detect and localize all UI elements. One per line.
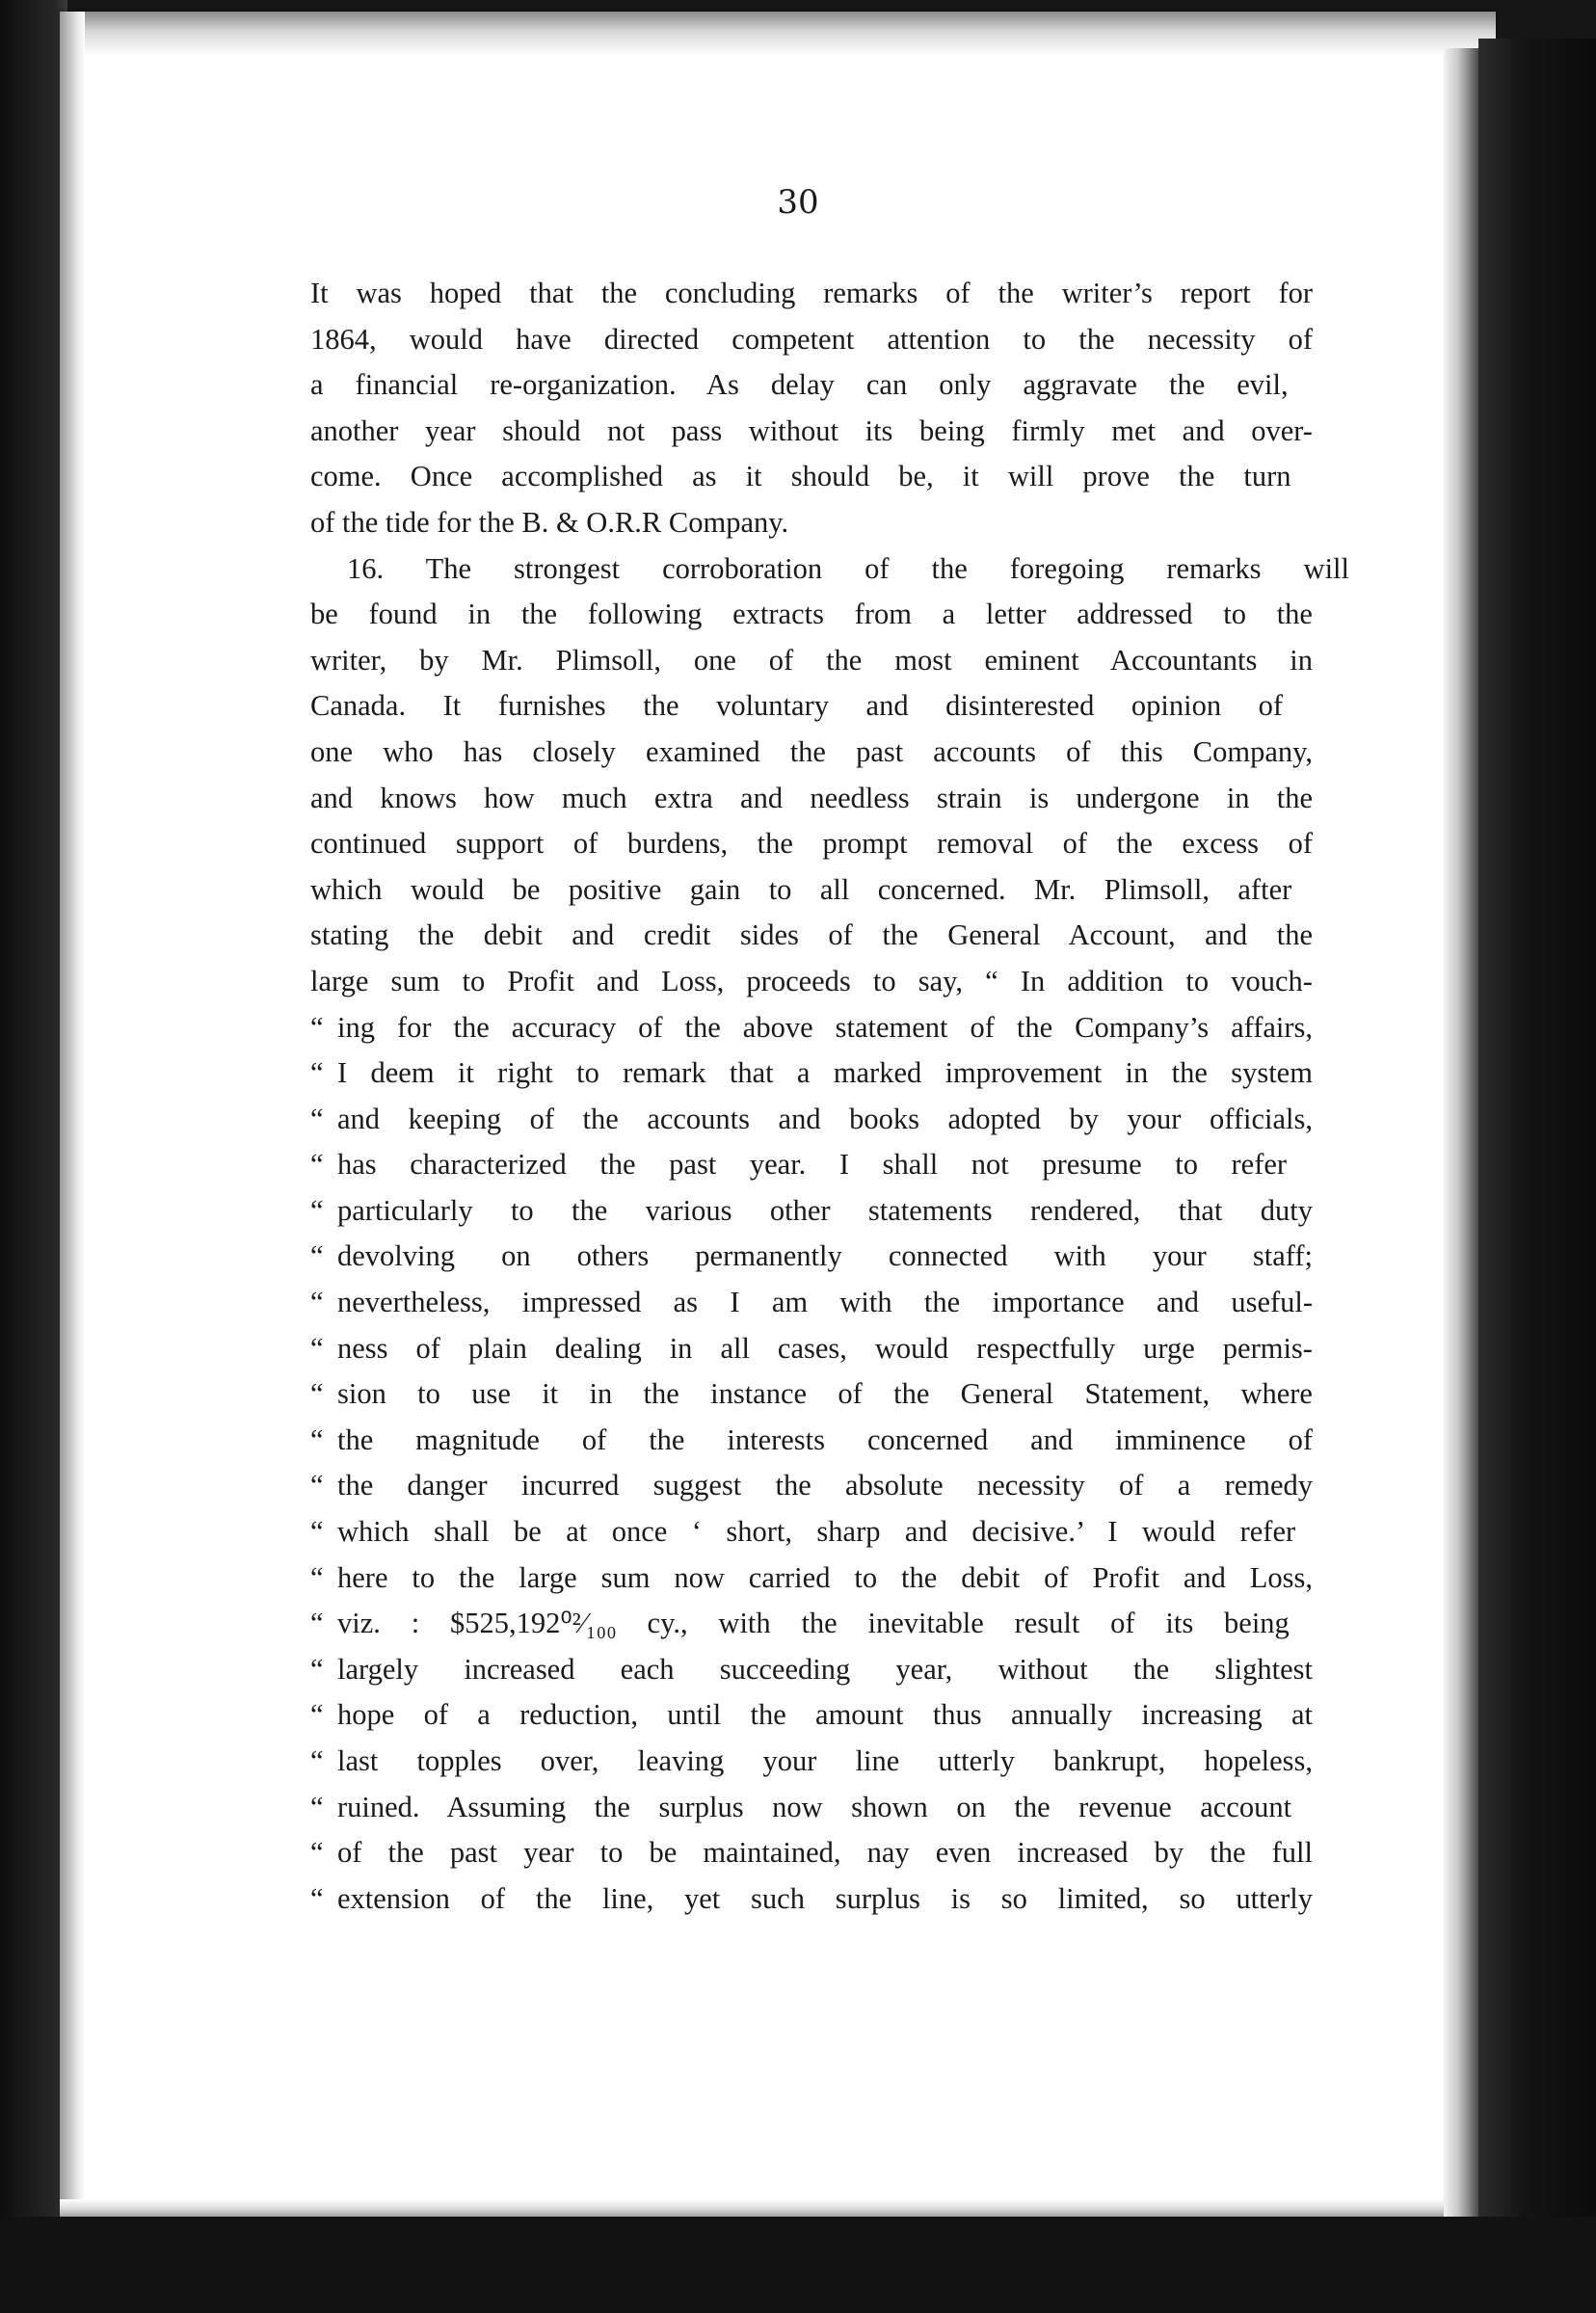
line-text: which shall be at once ‘ short, sharp and decisive.’ I would refer [337,1515,1296,1549]
line-text: ing for the accuracy of the above statement of the Company’s affairs, [337,1010,1314,1044]
body-text [310,271,1349,1922]
text-line [310,1647,1313,1693]
quote-mark: “ [310,1790,324,1823]
text-line [310,1463,1313,1509]
line-text: 1864, would have directed competent attention to the necessity of [310,322,1314,356]
line-text: one who has closely examined the past accounts of this Company, [310,734,1314,768]
line-text: ness of plain dealing in all cases, would respectfully urge permis- [337,1331,1313,1365]
scan-right-edge [1478,39,1596,2313]
quote-mark: “ [310,1102,324,1135]
paper-gutter-shadow [60,12,85,2228]
text-line [310,638,1313,684]
text-line [310,317,1313,363]
text-line [310,959,1313,1005]
text-line [310,1739,1313,1785]
text-line [310,1830,1313,1876]
line-text: I deem it right to remark that a marked improvement in the system [337,1056,1313,1090]
line-text: extension of the line, yet such surplus is so limited, so utterly [337,1881,1313,1915]
line-text: come. Once accomplished as it should be, it will prove the turn [310,460,1291,493]
line-text: Canada. It furnishes the voluntary and disinterested opinion of [310,689,1284,723]
quote-mark: “ [310,1515,324,1549]
text-line [310,546,1349,593]
text-line [310,730,1313,776]
text-line [310,1234,1313,1280]
text-line [310,1785,1313,1831]
line-text: hope of a reduction, until the amount thus annually increasing at [337,1698,1313,1732]
quote-mark: “ [310,1193,324,1227]
line-text: ruined. Assuming the surplus now shown on the revenue account [337,1790,1292,1823]
line-text: It was hoped that the concluding remarks of the writer’s report for [310,277,1314,309]
text-line [310,362,1313,409]
line-text: devolving on others permanently connected with your staff; [337,1239,1313,1273]
quote-mark: “ [310,1056,324,1090]
line-text: nevertheless, impressed as I am with the importance and useful- [337,1286,1314,1319]
line-text: writer, by Mr. Plimsoll, one of the most eminent Accountants in [310,643,1313,677]
text-line [310,1005,1313,1051]
text-line [310,1692,1313,1739]
text-line [310,1601,1313,1647]
quote-mark: “ [310,1744,324,1777]
text-line [310,821,1313,867]
quote-mark: “ [310,1652,324,1686]
quote-mark: “ [310,1148,324,1182]
text-line [310,592,1313,638]
line-text: large sum to Profit and Loss, proceeds to say, “ In addition to vouch- [310,964,1313,997]
quote-mark: “ [310,1377,324,1411]
line-text: a financial re-organization. As delay can only aggravate the evil, [310,368,1289,402]
text-line [310,1142,1313,1188]
text-line [310,776,1313,822]
text-line [310,683,1313,730]
line-text: largely increased each succeeding year, without the slightest [337,1652,1314,1686]
text-line [310,409,1313,455]
quote-mark: “ [310,1560,324,1594]
line-text: of the tide for the B. & O.R.R Company. [310,505,789,539]
quote-mark: “ [310,1331,324,1365]
line-text: stating the debit and credit sides of the General Account, and the [310,918,1314,952]
paper-top-shadow [60,12,1496,55]
quote-mark: “ [310,1239,324,1273]
line-text: and keeping of the accounts and books adopted by your officials, [337,1102,1313,1135]
quote-mark: “ [310,1469,324,1502]
text-line [310,1188,1313,1235]
text-line [310,454,1313,500]
line-text: 16. The strongest corroboration of the foregoing remarks will [347,551,1349,585]
quote-mark: “ [310,1422,324,1456]
line-text: another year should not pass without its being firmly met and over- [310,413,1313,447]
line-text: has characterized the past year. I shall not presume to refer [337,1148,1288,1182]
quote-mark: “ [310,1698,324,1732]
page-number: 30 [777,183,819,222]
line-text: of the past year to be maintained, nay even increased by the full [337,1836,1313,1870]
text-line [310,1371,1313,1418]
scan-bottom-edge [0,2217,1596,2313]
text-line [310,500,1313,546]
line-text: particularly to the various other statements rendered, that duty [337,1193,1314,1227]
text-line [310,1509,1313,1555]
line-text: which would be positive gain to all concerned. Mr. Plimsoll, after [310,872,1292,906]
quote-mark: “ [310,1607,324,1640]
text-line [310,271,1313,317]
line-text: continued support of burdens, the prompt removal of the excess of [310,827,1313,861]
line-text: viz. : $525,192⁰²⁄₁₀₀ cy., with the inevitable result of its being [337,1607,1290,1640]
line-text: and knows how much extra and needless strain is undergone in the [310,781,1314,814]
scan-left-edge [0,0,67,2313]
line-text: last topples over, leaving your line utterly bankrupt, hopeless, [337,1744,1314,1777]
text-line [310,913,1313,959]
text-line [310,1555,1313,1602]
book-fore-edge [1444,48,1478,2217]
line-text: the magnitude of the interests concerned and imminence of [337,1422,1313,1456]
line-text: here to the large sum now carried to the debit of Profit and Loss, [337,1560,1314,1594]
quote-mark: “ [310,1881,324,1915]
quote-mark: “ [310,1010,324,1044]
text-line [310,1418,1313,1464]
text-line [310,1280,1313,1326]
quote-mark: “ [310,1286,324,1319]
line-text: be found in the following extracts from a letter addressed to the [310,598,1313,631]
line-text: sion to use it in the instance of the General Statement, where [337,1377,1313,1411]
line-text: the danger incurred suggest the absolute necessity of a remedy [337,1469,1314,1502]
text-line [310,1326,1313,1372]
text-line [310,1050,1313,1097]
text-line [310,867,1313,914]
quote-mark: “ [310,1836,324,1870]
text-line [310,1876,1313,1923]
text-line [310,1097,1313,1143]
